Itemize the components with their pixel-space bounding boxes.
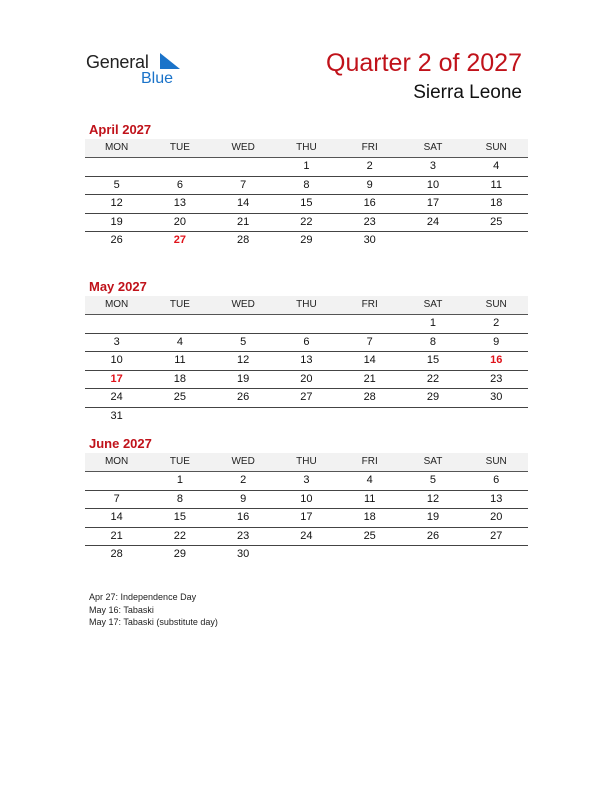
- day-cell: 24: [426, 215, 440, 228]
- weekday-label: SUN: [485, 142, 507, 153]
- week-row: [85, 546, 528, 564]
- day-cell: 18: [173, 372, 187, 385]
- day-cell: 14: [363, 354, 376, 366]
- month-title: April 2027: [89, 122, 152, 137]
- week-row: [85, 352, 528, 371]
- day-cell: 21: [363, 372, 376, 385]
- day-cell: 9: [240, 492, 247, 505]
- holiday-notes: [89, 591, 218, 629]
- day-cell: 31: [110, 409, 123, 422]
- day-cell: 1: [429, 317, 437, 329]
- week-row: [85, 177, 528, 196]
- day-cell: 2: [240, 474, 247, 486]
- day-cell: 11: [174, 354, 186, 366]
- day-cell: 30: [363, 234, 376, 246]
- day-cell: 3: [303, 474, 310, 486]
- day-cell: 19: [237, 372, 250, 385]
- empty-day-cell: [465, 546, 528, 564]
- day-cell: 13: [173, 197, 187, 209]
- day-cell: 10: [110, 354, 123, 366]
- day-cell: 26: [237, 391, 250, 403]
- day-cell: 24: [110, 391, 123, 403]
- weekday-label: MON: [104, 456, 129, 467]
- empty-day-cell: [148, 315, 211, 333]
- empty-day-cell: [148, 408, 211, 426]
- day-cell: 19: [426, 511, 440, 523]
- day-cell: 16: [237, 511, 250, 523]
- day-cell: 9: [366, 178, 373, 191]
- weekday-label: FRI: [361, 142, 378, 153]
- empty-day-cell: [401, 546, 464, 564]
- day-cell: 11: [363, 492, 376, 505]
- day-cell: 8: [429, 335, 437, 348]
- day-cell: 22: [426, 372, 440, 385]
- logo-blue-text: Blue: [141, 70, 174, 87]
- day-cell: 14: [110, 511, 123, 523]
- day-cell: 7: [240, 178, 247, 191]
- day-cell: 8: [176, 492, 183, 505]
- day-cell: 18: [363, 511, 376, 523]
- weekday-label: WED: [231, 142, 255, 153]
- day-cell: 12: [237, 354, 250, 366]
- day-cell: 25: [490, 215, 503, 228]
- day-cell: 27: [173, 234, 187, 246]
- empty-day-cell: [338, 408, 401, 426]
- day-cell: 4: [176, 335, 183, 348]
- empty-day-cell: [275, 408, 338, 426]
- day-cell: 21: [237, 215, 250, 228]
- day-cell: 6: [493, 474, 500, 486]
- country-name: Sierra Leone: [413, 82, 522, 103]
- day-cell: 4: [366, 474, 373, 486]
- empty-day-cell: [212, 158, 275, 176]
- day-cell: 8: [303, 178, 310, 191]
- empty-day-cell: [85, 472, 148, 490]
- week-row: [85, 509, 528, 528]
- day-cell: 17: [110, 372, 123, 385]
- week-row: [85, 334, 528, 353]
- day-cell: 6: [176, 178, 183, 191]
- day-cell: 20: [300, 372, 313, 385]
- empty-day-cell: [465, 232, 528, 250]
- day-cell: 25: [363, 529, 376, 542]
- weekday-label: FRI: [361, 456, 378, 467]
- day-cell: 9: [493, 335, 500, 348]
- weekday-label: SUN: [485, 299, 507, 310]
- logo-triangle-icon: [160, 53, 182, 71]
- weekday-label: MON: [104, 142, 129, 153]
- empty-day-cell: [338, 546, 401, 564]
- day-cell: 23: [237, 529, 250, 542]
- holiday-note: May 17: Tabaski (substitute day): [89, 617, 218, 627]
- holiday-note: Apr 27: Independence Day: [89, 592, 197, 602]
- day-cell: 15: [173, 511, 187, 523]
- day-cell: 4: [493, 160, 500, 172]
- day-cell: 29: [300, 234, 313, 246]
- day-cell: 26: [426, 529, 440, 542]
- day-cell: 30: [237, 548, 250, 560]
- weekday-label: TUE: [169, 456, 190, 467]
- day-cell: 14: [237, 197, 250, 209]
- day-cell: 6: [303, 335, 310, 348]
- month-title: June 2027: [89, 436, 152, 451]
- day-cell: 2: [493, 317, 500, 329]
- day-cell: 3: [113, 335, 120, 348]
- empty-day-cell: [401, 232, 464, 250]
- day-cell: 16: [363, 197, 376, 209]
- day-cell: 28: [237, 234, 250, 246]
- empty-day-cell: [275, 546, 338, 564]
- empty-day-cell: [275, 315, 338, 333]
- empty-day-cell: [85, 158, 148, 176]
- day-cell: 26: [110, 234, 123, 246]
- week-row: [85, 195, 528, 214]
- empty-day-cell: [338, 315, 401, 333]
- day-cell: 23: [363, 215, 376, 228]
- day-cell: 12: [426, 492, 440, 505]
- weekday-label: SAT: [423, 142, 443, 153]
- empty-day-cell: [85, 315, 148, 333]
- week-row: [85, 214, 528, 233]
- day-cell: 5: [113, 178, 120, 191]
- day-cell: 1: [176, 474, 183, 486]
- day-cell: 5: [240, 335, 247, 348]
- weekday-label: SAT: [423, 299, 443, 310]
- day-cell: 5: [429, 474, 437, 486]
- day-cell: 3: [429, 160, 437, 172]
- empty-day-cell: [401, 408, 464, 426]
- week-row: [85, 528, 528, 547]
- day-cell: 16: [490, 354, 503, 366]
- week-row: [85, 371, 528, 390]
- day-cell: 23: [490, 372, 503, 385]
- day-cell: 17: [426, 197, 440, 209]
- empty-day-cell: [148, 158, 211, 176]
- weekday-label: THU: [296, 299, 317, 310]
- day-cell: 29: [173, 548, 187, 560]
- day-cell: 28: [110, 548, 123, 560]
- day-cell: 20: [173, 215, 187, 228]
- week-row: [85, 315, 528, 334]
- day-cell: 12: [110, 197, 123, 209]
- weekday-label: SAT: [423, 456, 443, 467]
- weekday-label: THU: [296, 142, 317, 153]
- month-may: [85, 278, 528, 425]
- day-cell: 21: [110, 529, 123, 542]
- day-cell: 2: [366, 160, 373, 172]
- week-row: [85, 158, 528, 177]
- weekday-header: [85, 296, 528, 315]
- weekday-header: [85, 139, 528, 158]
- empty-day-cell: [212, 315, 275, 333]
- day-cell: 25: [173, 391, 187, 403]
- empty-day-cell: [212, 408, 275, 426]
- day-cell: 17: [300, 511, 313, 523]
- week-row: [85, 389, 528, 408]
- day-cell: 24: [300, 529, 313, 542]
- day-cell: 11: [490, 178, 502, 191]
- week-row: [85, 232, 528, 250]
- empty-day-cell: [465, 408, 528, 426]
- month-title: May 2027: [89, 279, 147, 294]
- day-cell: 22: [173, 529, 187, 542]
- weekday-label: MON: [104, 299, 129, 310]
- page-title: Quarter 2 of 2027: [326, 49, 522, 77]
- day-cell: 10: [426, 178, 440, 191]
- day-cell: 22: [300, 215, 313, 228]
- day-cell: 1: [303, 160, 310, 172]
- day-cell: 13: [300, 354, 313, 366]
- month-june: [85, 435, 528, 564]
- day-cell: 15: [426, 354, 440, 366]
- weekday-label: WED: [231, 299, 255, 310]
- month-april: [85, 121, 528, 250]
- weekday-label: TUE: [169, 142, 190, 153]
- weekday-label: TUE: [169, 299, 190, 310]
- day-cell: 15: [300, 197, 313, 209]
- day-cell: 27: [300, 391, 313, 403]
- weekday-header: [85, 453, 528, 472]
- week-row: [85, 408, 528, 426]
- logo-general-text: General: [86, 52, 149, 72]
- day-cell: 10: [300, 492, 313, 505]
- week-row: [85, 472, 528, 491]
- generalblue-logo: [86, 50, 196, 90]
- day-cell: 18: [490, 197, 503, 209]
- day-cell: 30: [490, 391, 503, 403]
- day-cell: 19: [110, 215, 123, 228]
- weekday-label: FRI: [361, 299, 378, 310]
- holiday-note: May 16: Tabaski: [89, 604, 154, 615]
- day-cell: 20: [490, 511, 503, 523]
- weekday-label: THU: [296, 456, 317, 467]
- weekday-label: WED: [231, 456, 255, 467]
- weekday-label: SUN: [485, 456, 507, 467]
- day-cell: 28: [363, 391, 376, 403]
- day-cell: 7: [113, 492, 120, 505]
- day-cell: 13: [490, 492, 503, 505]
- day-cell: 7: [366, 335, 373, 348]
- day-cell: 27: [490, 529, 503, 542]
- week-row: [85, 491, 528, 510]
- day-cell: 29: [426, 391, 440, 403]
